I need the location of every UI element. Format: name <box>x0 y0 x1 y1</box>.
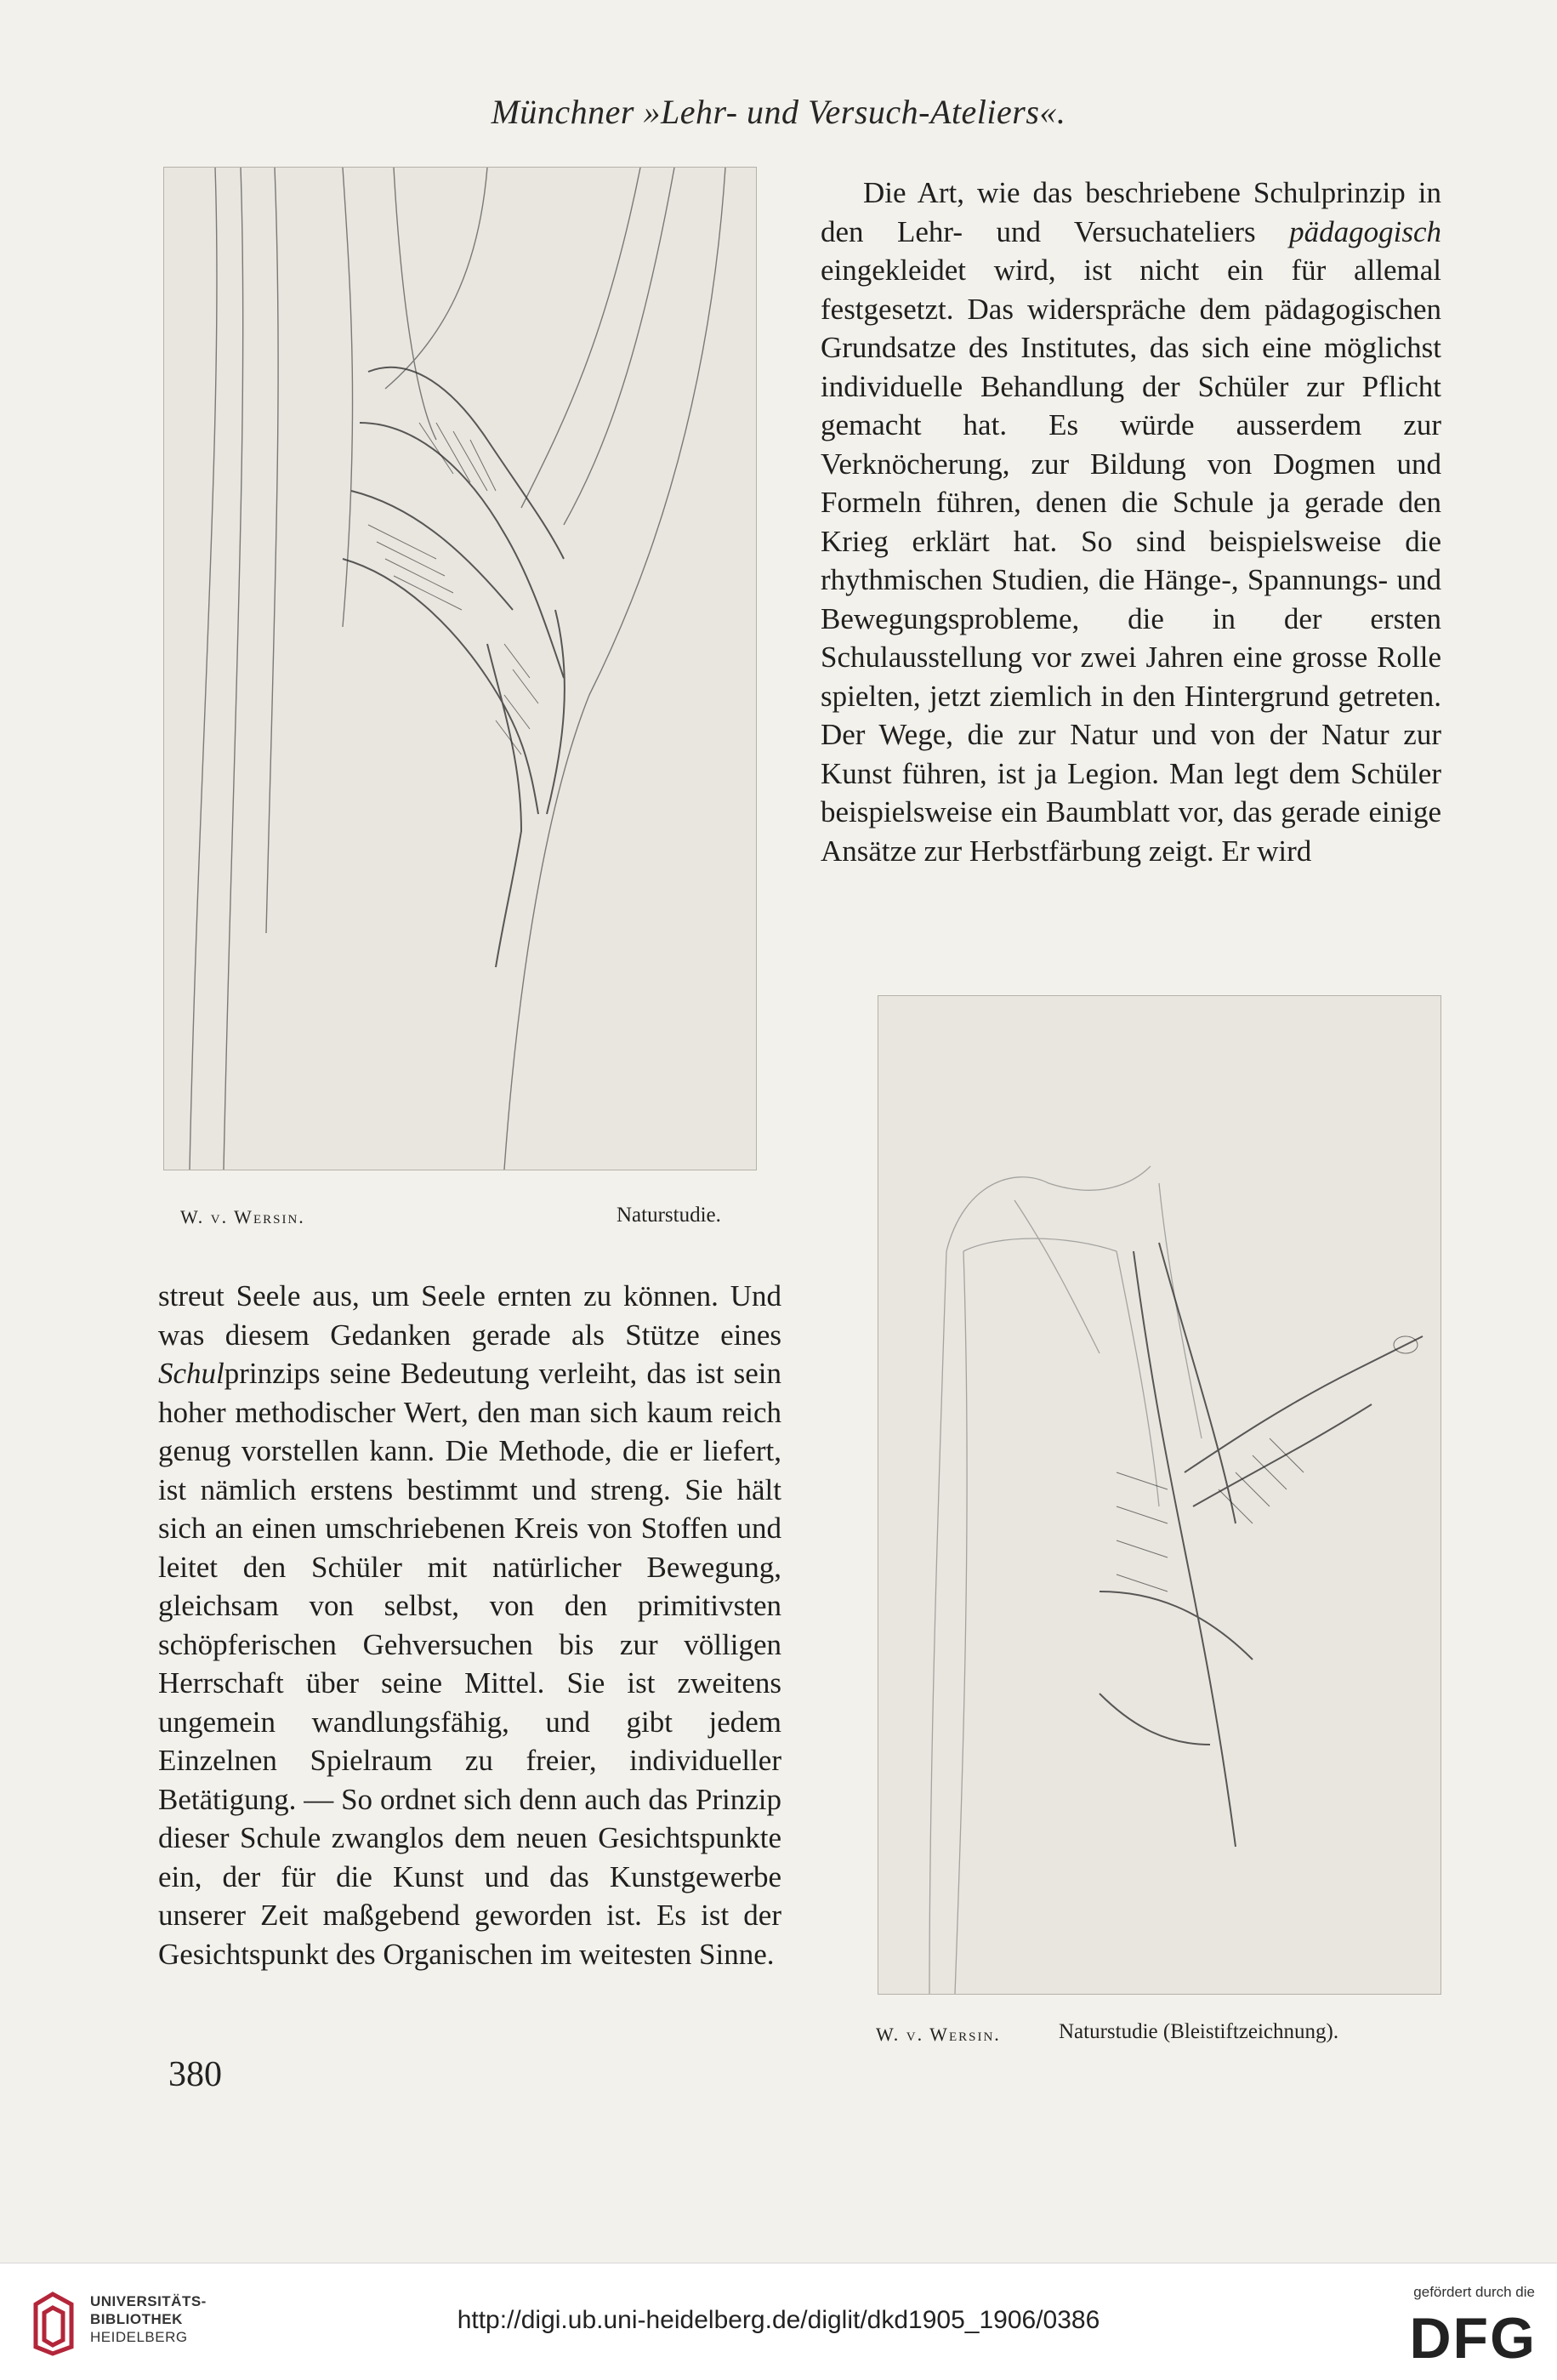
left-text-emphasis: Schul <box>158 1357 224 1390</box>
pencil-drawing-twig <box>878 996 1441 1994</box>
figure-naturstudie-top <box>163 167 757 1170</box>
right-text-emphasis: pädagogisch <box>1289 214 1441 248</box>
right-text-part2: eingekleidet wird, ist nicht ein für allemal festgesetzt. Das widerspräche dem pädagogischen Grundsatze des Institutes, das sich eine möglichst individuelle Behandlung der Schüler zur Pflicht gemacht hat. Es würde ausserdem zur Verknöcherung, zur Bildung von Dogmen und Formeln führen, denen die Schule ja gerade den Krieg erklärt hat. So sind beispielsweise die rhythmischen Studien, die Hänge-, Spannungs- und Bewegungsprobleme, die in der ersten Schulausstellung vor zwei Jahren eine grosse Rolle spielten, jetzt ziemlich in den Hintergrund getreten. Der Wege, die zur Natur und von der Natur zur Kunst führen, ist ja Legion. Man legt dem Schüler beispielsweise ein Baumblatt vor, das gerade einige Ansätze zur Herbstfärbung zeigt. Er wird <box>821 253 1441 868</box>
sponsor-text: gefördert durch die <box>1413 2284 1535 2300</box>
figure-bottom-title: Naturstudie (Bleistiftzeichnung). <box>1059 2020 1339 2043</box>
dfg-logo: DFG <box>1409 2306 1537 2371</box>
right-text-part1: Die Art, wie das beschriebene Schulprinzip in den Lehr- und Versuchateliers <box>821 176 1441 248</box>
left-column-text <box>158 1277 781 1973</box>
figure-bottom-artist: W. v. Wersin. <box>876 2024 1001 2045</box>
library-name: UNIVERSITÄTS- BIBLIOTHEK HEIDELBERG <box>90 2293 207 2345</box>
left-text-part1: streut Seele aus, um Seele ernten zu können. Und was diesem Gedanken gerade als Stütze eines <box>158 1279 781 1352</box>
pencil-drawing-branch <box>164 168 756 1170</box>
figure-naturstudie-bottom <box>878 995 1441 1995</box>
page-number: 380 <box>168 2055 222 2094</box>
source-url-link[interactable]: http://digi.ub.uni-heidelberg.de/diglit/dkd1905_1906/0386 <box>457 2306 1100 2334</box>
figure-top-artist: W. v. Wersin. <box>180 1206 305 1227</box>
left-text-part2: prinzips seine Bedeutung verleiht, das ist sein hoher methodischer Wert, den man sich kaum reich genug vorstellen kann. Die Methode, die er liefert, ist nämlich erstens bestimmt und streng. Sie hält sich an einen umschriebenen Kreis von Stoffen und leitet den Schüler mit natürlicher Bewegung, gleichsam von selbst, von den primitivsten schöpferischen Gehversuchen bis zur völligen Herrschaft über seine Mittel. Sie ist zweitens ungemein wandlungsfähig, und gibt jedem Einzelnen Spielraum zu freier, individueller Betätigung. — So ordnet sich denn auch das Prinzip dieser Schule zwanglos dem neuen Gesichtspunkte ein, der für die Kunst und das Kunstgewerbe unserer Zeit maßgebend geworden ist. Es ist der Gesichtspunkt des Organischen im weitesten Sinne. <box>158 1357 781 1971</box>
figure-top-title: Naturstudie. <box>617 1204 721 1227</box>
footer-bar <box>0 2263 1557 2380</box>
right-column-text <box>821 174 1441 870</box>
running-head: Münchner »Lehr- und Versuch-Ateliers«. <box>491 93 1066 131</box>
